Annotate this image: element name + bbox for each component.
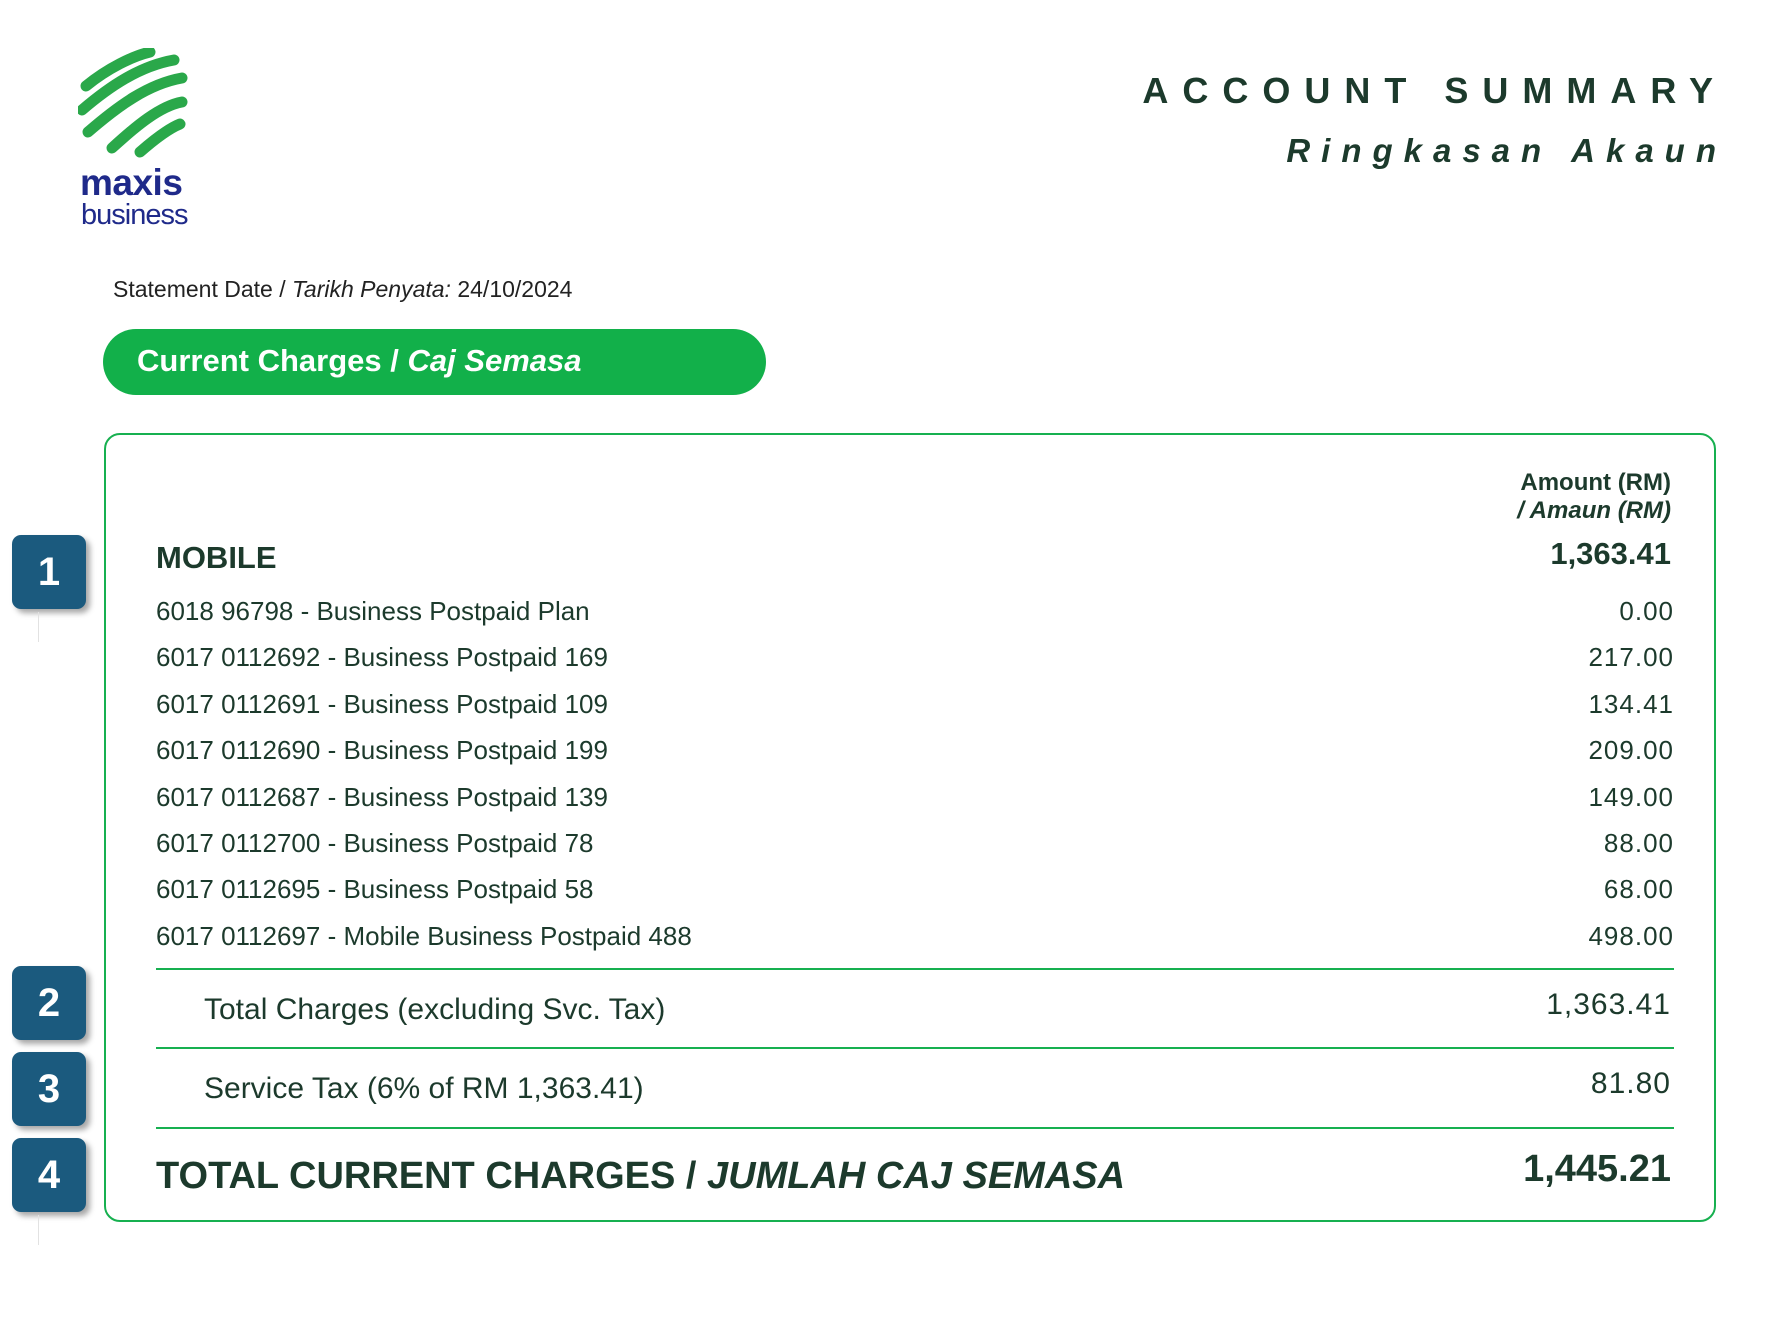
section-title — [137, 343, 582, 379]
total-excl-tax-label: Total Charges (excluding Svc. Tax) — [204, 993, 666, 1026]
callout-badge-2: 2 — [12, 966, 86, 1040]
divider — [156, 1127, 1674, 1129]
section-header-pill — [103, 329, 766, 395]
logo-wordmark-maxis: maxis — [80, 162, 183, 203]
line-item-amount: 498.00 — [1588, 920, 1674, 951]
line-item — [156, 729, 1674, 775]
amount-column-header — [1517, 469, 1671, 525]
line-item-desc: 6017 0112697 - Mobile Business Postpaid 488 — [156, 920, 692, 951]
page-subtitle: Ringkasan Akaun — [1286, 132, 1727, 169]
section-title-en: Current Charges / — [137, 343, 408, 378]
line-item — [156, 590, 1674, 636]
logo-wordmark-business: business — [81, 199, 188, 231]
service-tax-amount: 81.80 — [1590, 1067, 1671, 1100]
line-item-amount: 209.00 — [1588, 735, 1674, 766]
page-title: ACCOUNT SUMMARY — [1142, 70, 1727, 111]
amount-header-ms: / Amaun (RM) — [1517, 497, 1671, 524]
callout-badge-1: 1 — [12, 535, 86, 609]
callout-badge-4: 4 — [12, 1138, 86, 1212]
line-item-desc: 6017 0112692 - Business Postpaid 169 — [156, 642, 608, 673]
line-item-amount: 0.00 — [1619, 596, 1674, 626]
statement-date-label-ms: Tarikh Penyata: — [291, 276, 451, 302]
line-item-desc: 6017 0112691 - Business Postpaid 109 — [156, 688, 608, 719]
line-item-amount: 88.00 — [1603, 827, 1674, 858]
group-amount-mobile: 1,363.41 — [1550, 536, 1671, 571]
line-item — [156, 636, 1674, 682]
line-item-desc: 6017 0112695 - Business Postpaid 58 — [156, 874, 594, 905]
grand-total-amount: 1,445.21 — [1523, 1148, 1671, 1190]
line-items — [156, 590, 1674, 961]
grand-total-label-ms: JUMLAH CAJ SEMASA — [707, 1155, 1126, 1197]
grand-total-label-en: TOTAL CURRENT CHARGES / — [156, 1155, 708, 1197]
statement-date-label-en: Statement Date / — [113, 276, 292, 302]
line-item-amount: 68.00 — [1603, 874, 1674, 905]
line-item-desc: 6018 96798 - Business Postpaid Plan — [156, 596, 590, 626]
charges-table — [104, 433, 1716, 1222]
line-item-amount: 217.00 — [1588, 642, 1674, 673]
divider — [156, 1047, 1674, 1049]
line-item — [156, 822, 1674, 868]
line-item-amount: 134.41 — [1588, 688, 1674, 719]
line-item-desc: 6017 0112700 - Business Postpaid 78 — [156, 827, 594, 858]
callout-badge-3: 3 — [12, 1052, 86, 1126]
callout-connector — [38, 1215, 39, 1245]
maxis-swirl-icon — [78, 48, 188, 158]
amount-header-en: Amount (RM) — [1520, 469, 1671, 496]
maxis-business-logo — [78, 48, 208, 230]
line-item — [156, 868, 1674, 914]
total-excl-tax-amount: 1,363.41 — [1546, 988, 1671, 1021]
line-item — [156, 683, 1674, 729]
statement-date-value: 24/10/2024 — [450, 276, 573, 302]
divider — [156, 968, 1674, 970]
line-item-amount: 149.00 — [1588, 781, 1674, 812]
line-item-desc: 6017 0112687 - Business Postpaid 139 — [156, 781, 608, 812]
group-label-mobile: MOBILE — [156, 540, 277, 575]
grand-total-label — [156, 1155, 1125, 1198]
section-title-ms: Caj Semasa — [407, 343, 582, 378]
statement-date — [113, 276, 572, 303]
line-item — [156, 776, 1674, 822]
line-item — [156, 915, 1674, 961]
line-item-desc: 6017 0112690 - Business Postpaid 199 — [156, 735, 608, 766]
callout-connector — [38, 612, 39, 642]
service-tax-label: Service Tax (6% of RM 1,363.41) — [204, 1072, 644, 1105]
